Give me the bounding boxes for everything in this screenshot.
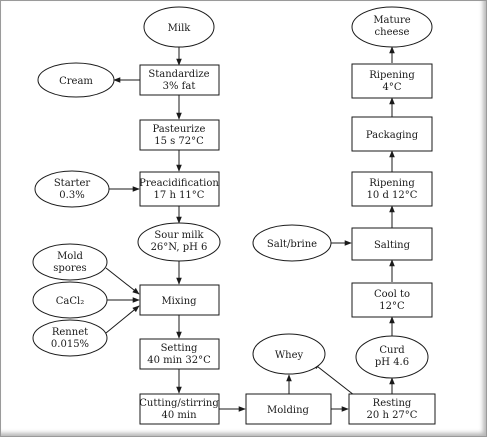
node-standardize xyxy=(140,65,219,95)
edge-mold-mixing xyxy=(106,268,139,294)
node-cream xyxy=(38,63,114,97)
node-ripening2-line1: Ripening xyxy=(369,70,415,81)
node-preacidification-line2: 17 h 11°C xyxy=(153,190,205,201)
node-cacl2-label: CaCl₂ xyxy=(55,296,85,307)
node-mold-spores-line2: spores xyxy=(53,263,87,274)
node-cool-line1: Cool to xyxy=(373,289,411,300)
node-rennet-line1: Rennet xyxy=(51,327,89,338)
node-starter xyxy=(35,171,109,207)
node-packaging-label: Packaging xyxy=(365,130,419,141)
node-setting-line1: Setting xyxy=(160,343,198,354)
node-salt-brine xyxy=(253,225,331,261)
node-salt-brine-label: Salt/brine xyxy=(266,239,318,250)
node-starter-line2: 0.3% xyxy=(59,190,85,201)
node-standardize-line2: 3% fat xyxy=(162,81,196,92)
node-mature-line2: cheese xyxy=(374,27,410,38)
node-whey-label: Whey xyxy=(274,350,304,361)
node-mature-cheese xyxy=(352,7,432,47)
node-mature-line1: Mature xyxy=(373,15,411,26)
node-cream-label: Cream xyxy=(59,76,93,87)
node-pasteurize-line1: Pasteurize xyxy=(152,124,206,135)
node-setting xyxy=(140,339,219,369)
node-cutting-line1: Cutting/stirring xyxy=(139,398,219,409)
node-ripening1-line2: 10 d 12°C xyxy=(366,190,418,201)
node-cutting-line2: 40 min xyxy=(161,410,197,421)
node-pasteurize-line2: 15 s 72°C xyxy=(154,136,204,147)
node-mixing xyxy=(140,285,219,315)
edge-resting-whey xyxy=(313,363,354,395)
node-curd-line1: Curd xyxy=(379,345,405,356)
node-salting-label: Salting xyxy=(373,240,411,251)
node-curd xyxy=(356,336,428,378)
node-packaging xyxy=(352,117,432,151)
node-preacidification xyxy=(139,172,219,206)
node-resting xyxy=(349,394,435,424)
node-sour-milk-line2: 26°N, pH 6 xyxy=(150,242,208,253)
node-milk xyxy=(144,7,214,47)
node-starter-line1: Starter xyxy=(53,178,91,189)
node-standardize-line1: Standardize xyxy=(148,69,210,80)
edge-rennet-mixing xyxy=(106,306,139,333)
node-rennet-line2: 0.015% xyxy=(50,339,90,350)
node-resting-line2: 20 h 27°C xyxy=(366,410,418,421)
node-milk-label: Milk xyxy=(167,23,191,34)
node-ripening2-line2: 4°C xyxy=(382,82,402,93)
node-molding-label: Molding xyxy=(267,405,309,416)
node-resting-line1: Resting xyxy=(372,398,412,409)
node-ripening-2 xyxy=(352,64,432,98)
node-sour-milk-line1: Sour milk xyxy=(154,230,204,241)
node-curd-line2: pH 4.6 xyxy=(374,357,410,368)
node-mold-spores-line1: Mold xyxy=(57,251,83,262)
node-setting-line2: 40 min 32°C xyxy=(147,355,211,366)
node-ripening-1 xyxy=(352,172,432,206)
node-sour-milk xyxy=(138,223,220,261)
node-cool-to xyxy=(352,283,432,317)
node-cacl2 xyxy=(33,282,107,318)
node-whey xyxy=(253,334,325,374)
node-pasteurize xyxy=(140,120,219,150)
node-ripening1-line1: Ripening xyxy=(369,178,415,189)
node-mixing-label: Mixing xyxy=(161,296,197,307)
node-molding xyxy=(246,394,331,424)
node-cutting-stirring xyxy=(139,394,219,424)
node-rennet xyxy=(33,320,107,356)
node-mold-spores xyxy=(33,244,107,280)
node-salting xyxy=(352,228,432,260)
node-preacidification-line1: Preacidification xyxy=(139,178,219,189)
node-cool-line2: 12°C xyxy=(379,301,405,312)
